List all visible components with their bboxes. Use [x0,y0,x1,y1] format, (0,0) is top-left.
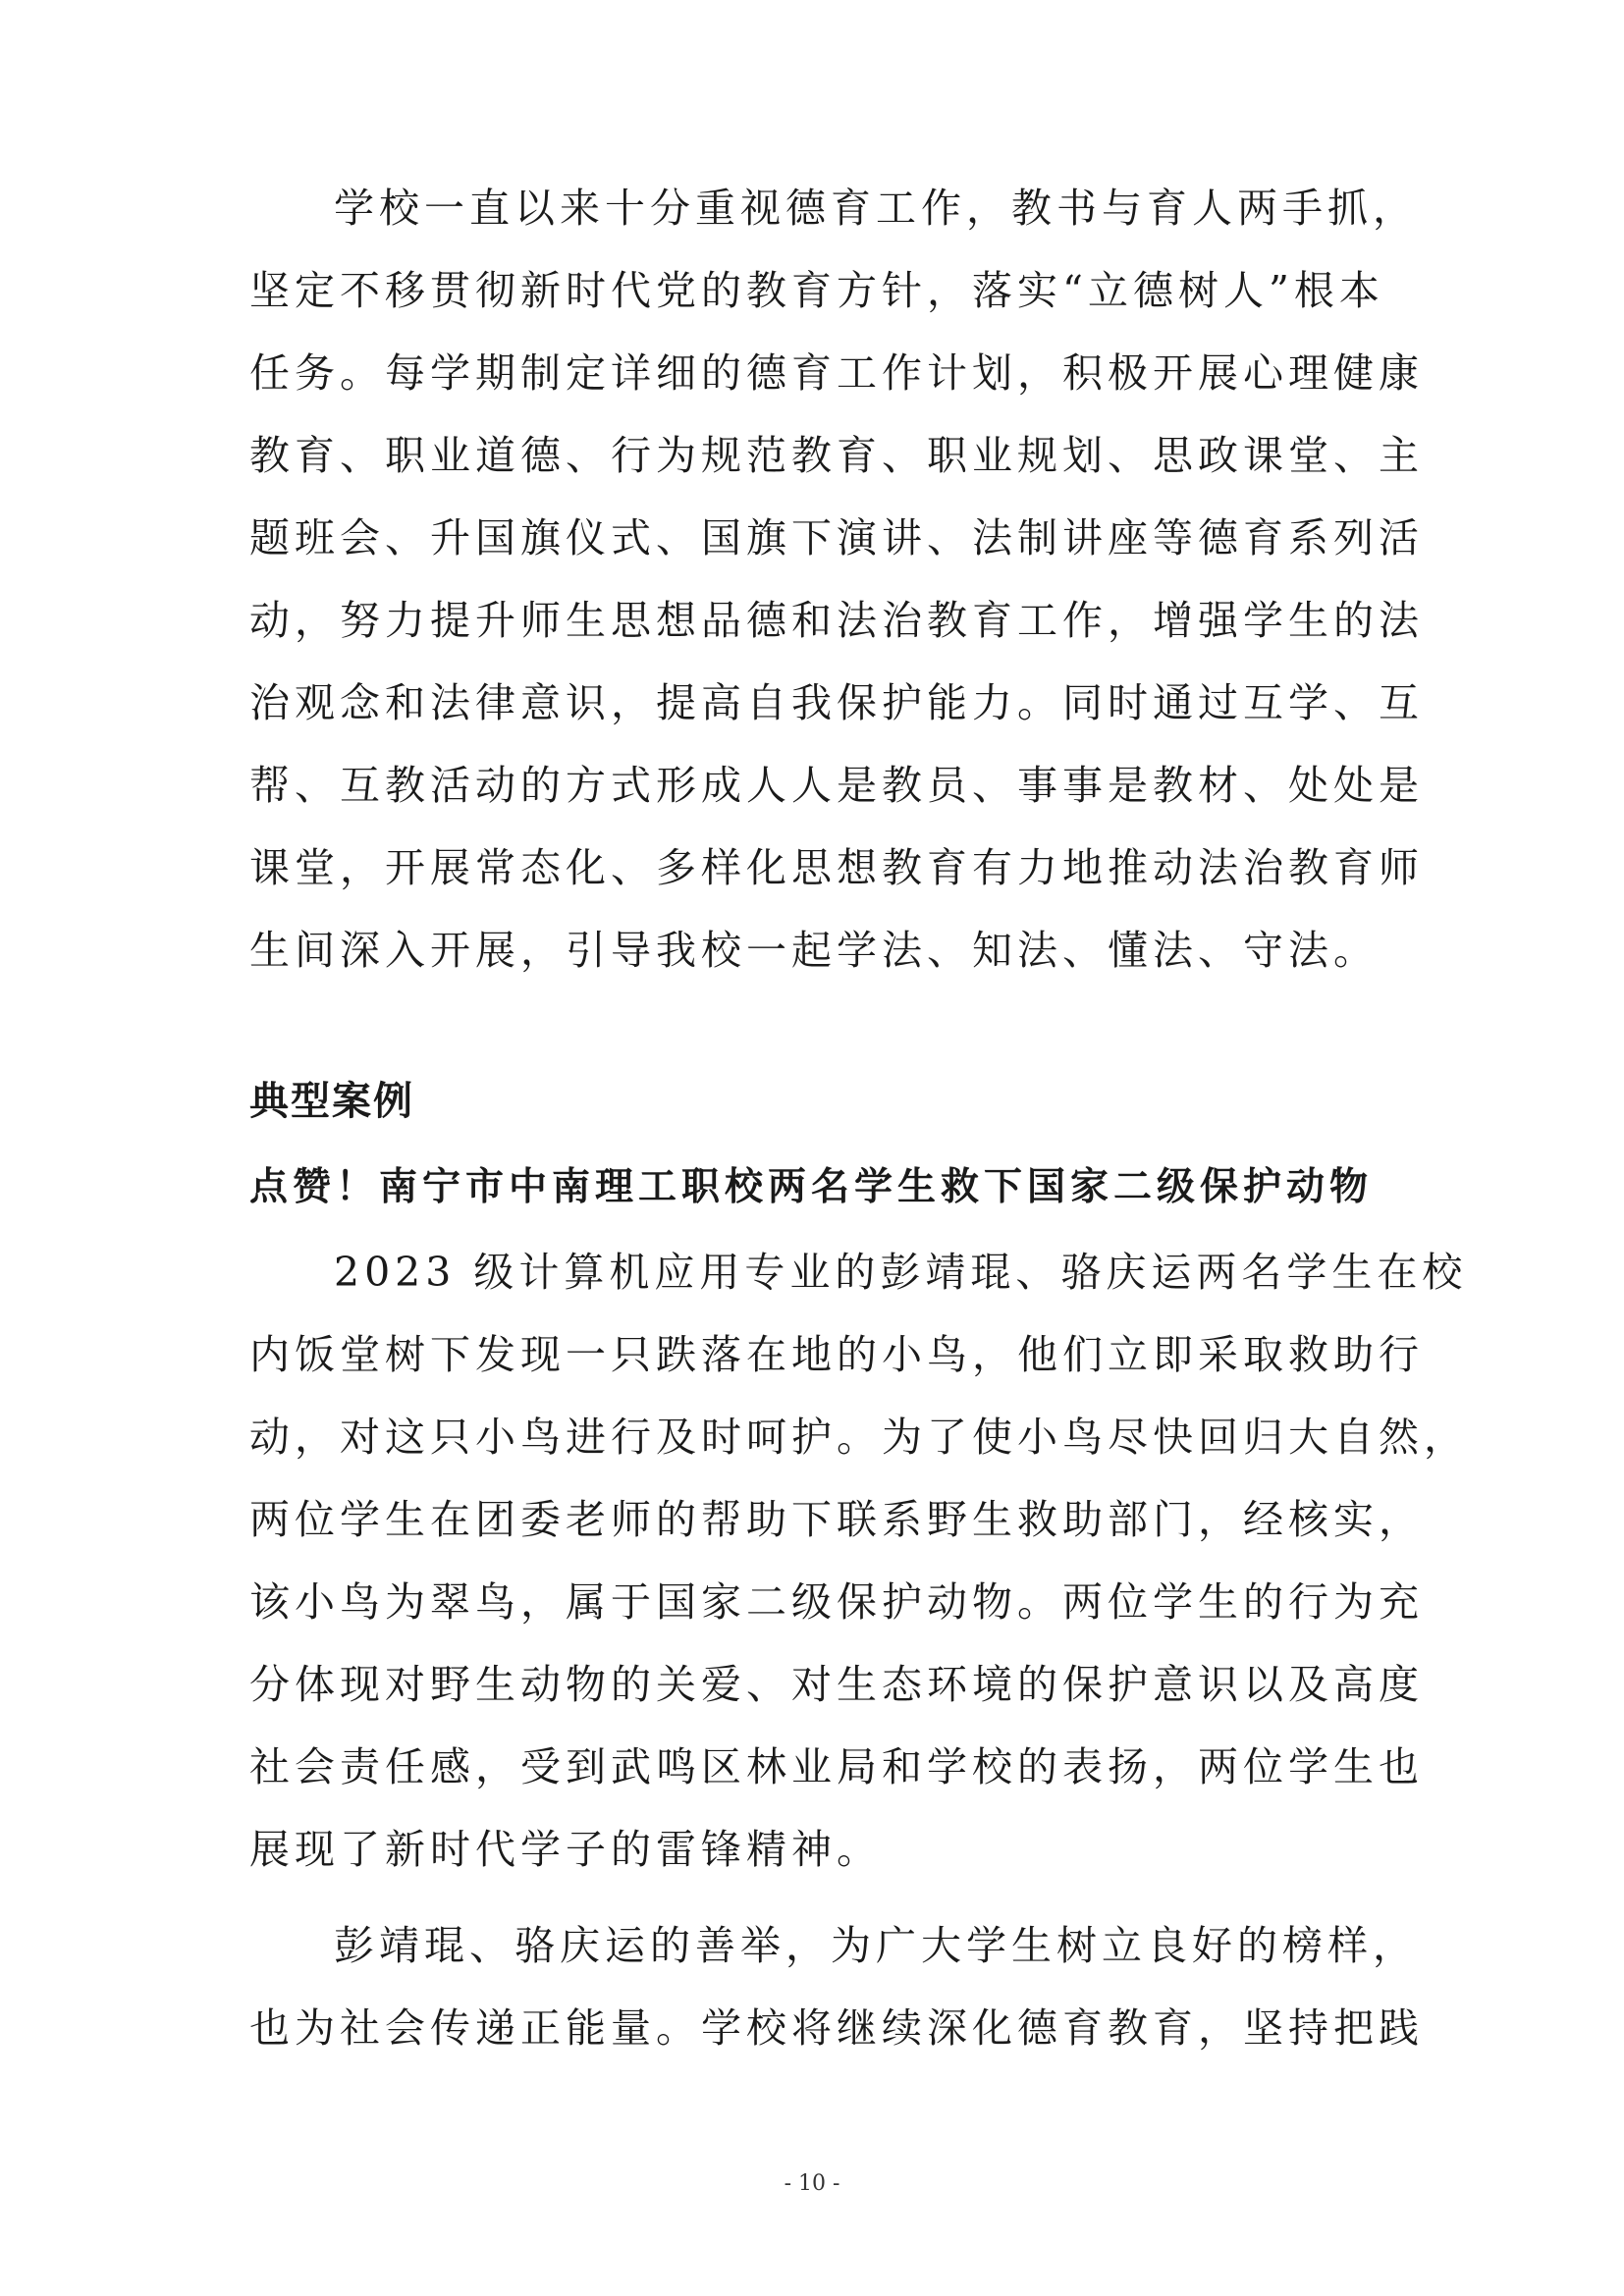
paragraph-line: 彭靖琨、骆庆运的善举，为广大学生树立良好的榜样， [334,1922,1418,1969]
paragraph-line: 两位学生在团委老师的帮助下联系野生救助部门，经核实， [249,1496,1424,1543]
case-description-paragraph [249,1241,1469,1900]
paragraph-line: 任务。每学期制定详细的德育工作计划，积极开展心理健康 [249,349,1424,397]
paragraph-line: 该小鸟为翠鸟，属于国家二级保护动物。两位学生的行为充 [249,1578,1424,1626]
section-heading: 典型案例 [249,1079,414,1124]
paragraph-line: 社会责任感，受到武鸣区林业局和学校的表扬，两位学生也 [249,1743,1424,1790]
paragraph-line: 坚定不移贯彻新时代党的教育方针，落实“立德树人”根本 [249,267,1384,314]
document-page [249,0,1469,2296]
case-title: 点赞！南宁市中南理工职校两名学生救下国家二级保护动物 [249,1165,1374,1209]
paragraph-line: 动，对这只小鸟进行及时呵护。为了使小鸟尽快回归大自然， [249,1414,1469,1461]
paragraph-line: 课堂，开展常态化、多样化思想教育有力地推动法治教育师 [249,844,1424,891]
paragraph-line: 学校一直以来十分重视德育工作，教书与育人两手抓， [334,185,1418,232]
paragraph-line: 2023 级计算机应用专业的彭靖琨、骆庆运两名学生在校 [334,1249,1468,1296]
paragraph-line: 展现了新时代学子的雷锋精神。 [249,1826,882,1873]
paragraph-line: 也为社会传递正能量。学校将继续深化德育教育，坚持把践 [249,2004,1424,2052]
paragraph-line: 治观念和法律意识，提高自我保护能力。同时通过互学、互 [249,679,1424,726]
paragraph-line: 生间深入开展，引导我校一起学法、知法、懂法、守法。 [249,927,1379,974]
moral-education-paragraph [249,177,1424,1001]
paragraph-line: 内饭堂树下发现一只跌落在地的小鸟，他们立即采取救助行 [249,1331,1424,1378]
paragraph-line: 教育、职业道德、行为规范教育、职业规划、思政课堂、主 [249,432,1424,479]
page-number: - 10 - [784,2171,840,2196]
paragraph-line: 分体现对野生动物的关爱、对生态环境的保护意识以及高度 [249,1661,1424,1708]
paragraph-line: 题班会、升国旗仪式、国旗下演讲、法制讲座等德育系列活 [249,514,1424,561]
paragraph-line: 动，努力提升师生思想品德和法治教育工作，增强学生的法 [249,597,1424,644]
paragraph-line: 帮、互教活动的方式形成人人是教员、事事是教材、处处是 [249,762,1424,809]
case-conclusion-paragraph [249,1914,1424,2079]
